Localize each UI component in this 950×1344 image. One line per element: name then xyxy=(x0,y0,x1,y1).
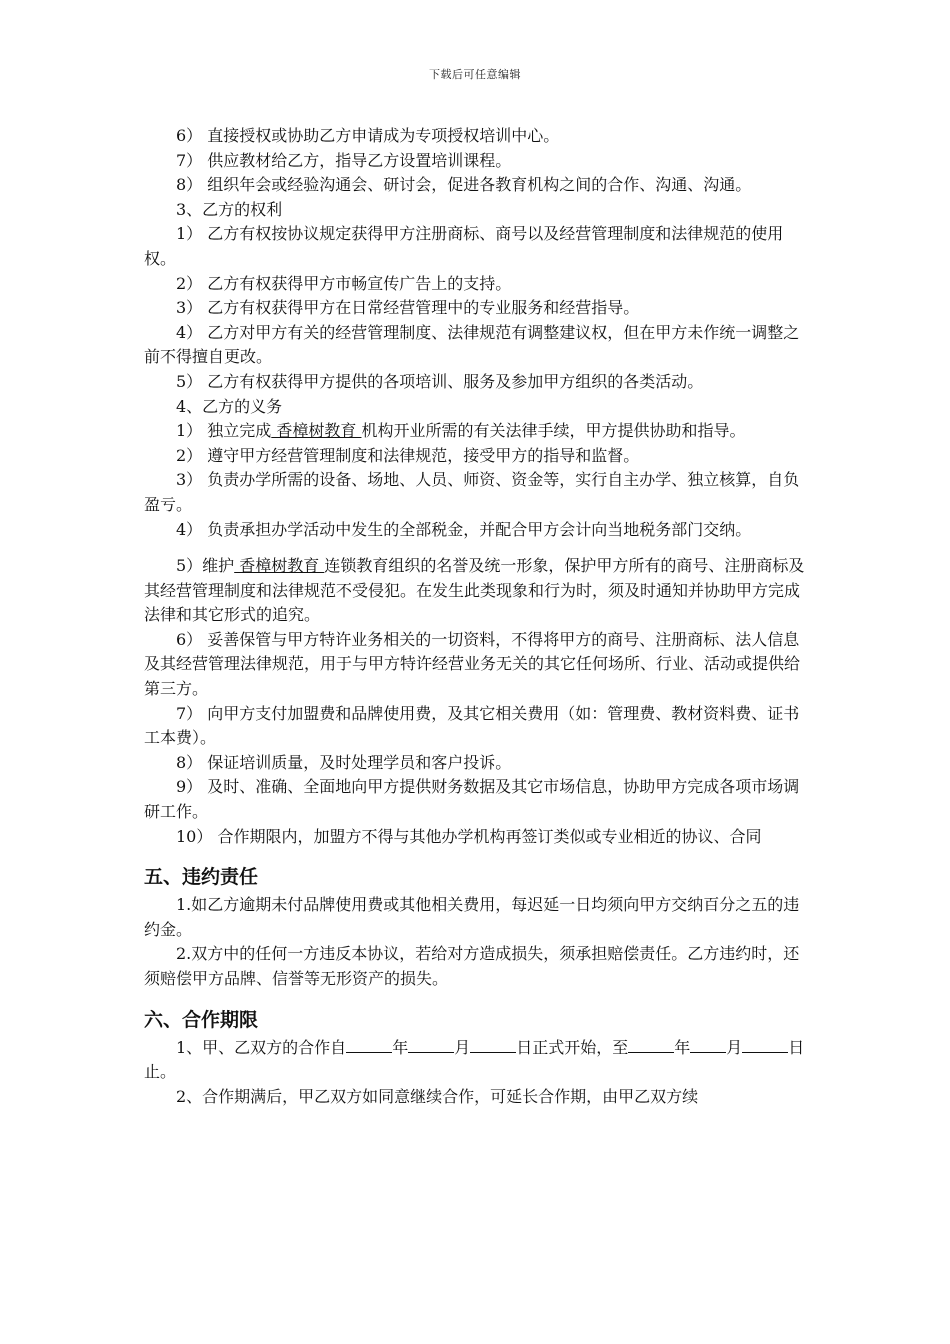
start-year-blank[interactable] xyxy=(346,1037,392,1053)
clause-c1 xyxy=(144,419,809,444)
term-start-label: 1、甲、乙双方的合作自 xyxy=(176,1037,347,1057)
clause-b4: 4） 乙方对甲方有关的经营管理制度、法律规范有调整建议权，但在甲方未作统一调整之前不得擅自更改。 xyxy=(144,322,800,367)
year-label: 年 xyxy=(674,1037,691,1057)
start-suffix: 日正式开始，至 xyxy=(516,1037,629,1057)
section-term-title: 六、合作期限 xyxy=(144,1008,259,1031)
start-day-blank[interactable] xyxy=(470,1037,516,1053)
subsection-obligations-title: 4、乙方的义务 xyxy=(176,396,283,416)
month-label: 月 xyxy=(726,1037,743,1057)
term-clause-1 xyxy=(144,1036,809,1085)
breach-clause-2: 2.双方中的任何一方违反本协议，若给对方造成损失，须承担赔偿责任。乙方违约时，还须赔偿甲方品牌、信誉等无形资产的损失。 xyxy=(144,944,800,988)
start-month-blank[interactable] xyxy=(408,1037,454,1053)
clause-b3: 3） 乙方有权获得甲方在日常经营管理中的专业服务和经营指导。 xyxy=(176,298,640,318)
clause-c8: 8） 保证培训质量，及时处理学员和客户投诉。 xyxy=(176,752,512,772)
clause-b2: 2） 乙方有权获得甲方市畅宣传广告上的支持。 xyxy=(176,273,512,293)
term-clause-2: 2、合作期满后，甲乙双方如同意继续合作，可延长合作期，由甲乙双方续 xyxy=(176,1086,699,1106)
clause-c5-post: 连锁教育组织的名誉及统一形象，保护甲方所有的商号、注册商标及其经营管理制度和法律规范不受侵犯。在发生此类现象和行为时，须及时通知并协助甲方完成法律和其它形式的追究。 xyxy=(144,556,805,625)
month-label: 月 xyxy=(454,1037,471,1057)
clause-c3: 3） 负责办学所需的设备、场地、人员、师资、资金等，实行自主办学、独立核算，自负盈亏。 xyxy=(144,470,800,514)
clause-c1-pre: 1） 独立完成 xyxy=(176,421,272,441)
clause-c6: 6） 妥善保管与甲方特许业务相关的一切资料，不得将甲方的商号、注册商标、法人信息及其经营管理法律规范，用于与甲方特许经营业务无关的其它任何场所、行业、活动或提供给第三方。 xyxy=(144,629,801,699)
clause-b1: 1） 乙方有权按协议规定获得甲方注册商标、商号以及经营管理制度和法律规范的使用权。 xyxy=(144,224,784,268)
end-month-blank[interactable] xyxy=(690,1037,726,1053)
breach-clause-1: 1.如乙方逾期未付品牌使用费或其他相关费用，每迟延一日均须向甲方交纳百分之五的违约金。 xyxy=(144,895,800,939)
clause-c5 xyxy=(144,554,809,628)
page-header-note: 下载后可任意编辑 xyxy=(429,68,521,81)
brand-name: 香樟树教育 xyxy=(234,556,325,576)
clause-c1-post: 机构开业所需的有关法律手续，甲方提供协助和指导。 xyxy=(361,421,746,441)
subsection-rights-title: 3、乙方的权利 xyxy=(176,199,283,219)
clause-b5: 5） 乙方有权获得甲方提供的各项培训、服务及参加甲方组织的各类活动。 xyxy=(176,371,704,391)
end-day-blank[interactable] xyxy=(742,1037,788,1053)
brand-name: 香樟树教育 xyxy=(271,421,362,441)
year-label: 年 xyxy=(392,1037,409,1057)
clause-c4: 4） 负责承担办学活动中发生的全部税金，并配合甲方会计向当地税务部门交纳。 xyxy=(176,519,752,539)
clause-c10: 10） 合作期限内，加盟方不得与其他办学机构再签订类似或专业相近的协议、合同 xyxy=(176,826,762,846)
clause-c7: 7） 向甲方支付加盟费和品牌使用费，及其它相关费用（如：管理费、教材资料费、证书工本费）。 xyxy=(144,703,800,748)
clause-a6: 6） 直接授权或协助乙方申请成为专项授权培训中心。 xyxy=(176,126,560,145)
section-breach-title: 五、违约责任 xyxy=(144,866,259,889)
end-year-blank[interactable] xyxy=(628,1037,674,1053)
clause-a8: 8） 组织年会或经验沟通会、研讨会，促进各教育机构之间的合作、沟通、沟通。 xyxy=(176,175,752,195)
clause-c2: 2） 遵守甲方经营管理制度和法律规范，接受甲方的指导和监督。 xyxy=(176,445,640,465)
end-suffix: 日止。 xyxy=(144,1037,805,1082)
clause-c5-pre: 5）维护 xyxy=(176,556,235,576)
document-body xyxy=(144,124,809,1109)
clause-a7: 7） 供应教材给乙方，指导乙方设置培训课程。 xyxy=(176,150,512,170)
clause-c9: 9） 及时、准确、全面地向甲方提供财务数据及其它市场信息，协助甲方完成各项市场调研工作。 xyxy=(144,777,800,822)
